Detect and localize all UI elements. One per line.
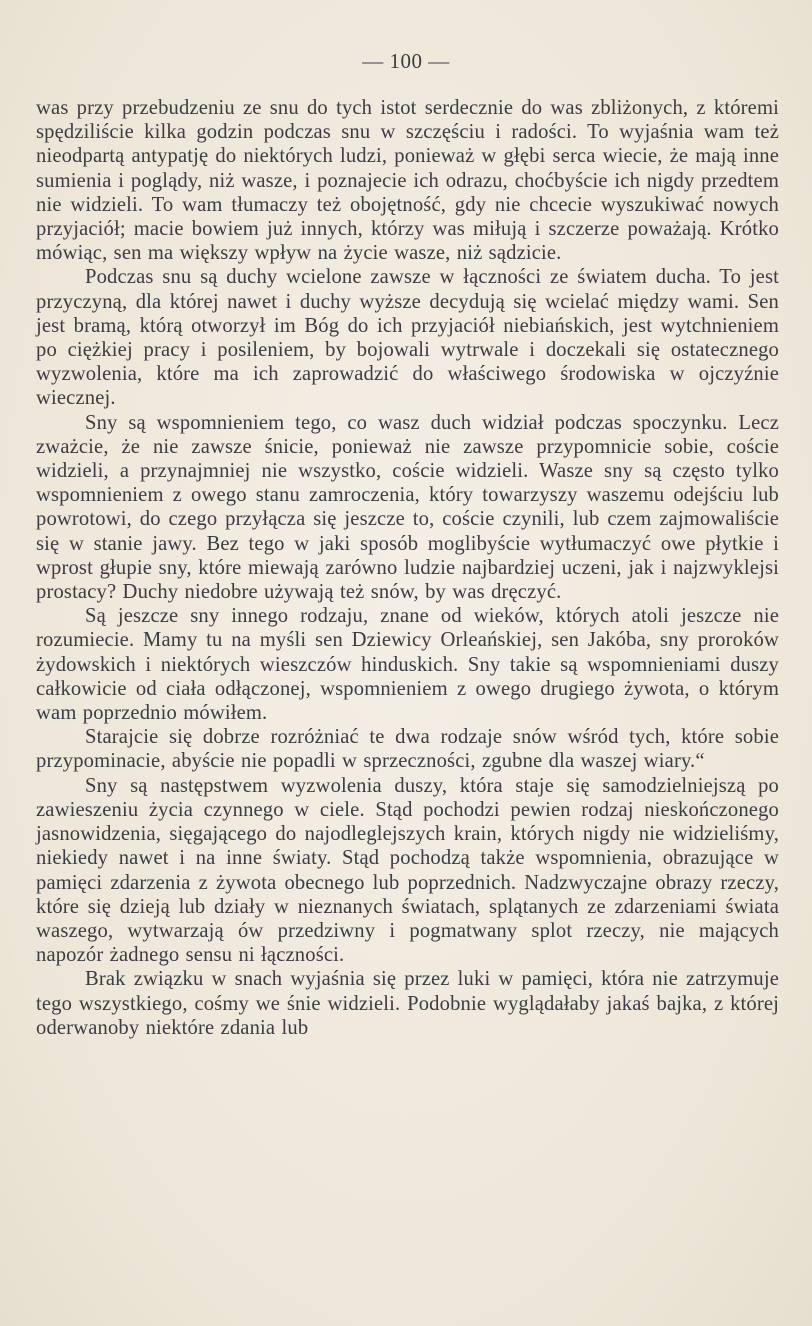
body-text — [36, 96, 779, 1040]
paragraph: Sny są wspomnieniem tego, co wasz duch widział podczas spoczynku. Lecz zważcie, że nie zawsze śnicie, ponieważ nie zawsze przypomnicie sobie, coście widzieli, a przynajmniej nie wszystko, coście widzieli. Wasze sny są często tylko wspomnieniem z owego stanu zamroczenia, który towarzyszy waszemu odejściu lub powrotowi, do czego przyłącza się jeszcze to, coście czynili, lub czem zajmowaliście się w stanie jawy. Bez tego w jaki sposób moglibyście wytłumaczyć owe płytkie i wprost głupie sny, które miewają zarówno ludzie najbardziej uczeni, jak i najzwyklejsi prostacy? Duchy niedobre używają też snów, by was dręczyć. — [36, 411, 779, 604]
paragraph: Sny są następstwem wyzwolenia duszy, która staje się samodzielniejszą po zawieszeniu życia czynnego w ciele. Stąd pochodzi pewien rodzaj nieskończonego jasnowidzenia, sięgającego do najodleglejszych krain, których nigdy nie widzieliśmy, niekiedy nawet i na inne światy. Stąd pochodzą także wspomnienia, obrazujące w pamięci zdarzenia z żywota obecnego lub poprzednich. Nadzwyczajne obrazy rzeczy, które się dzieją lub działy w nieznanych światach, splątanych ze zdarzeniami świata waszego, wytwarzają ów przedziwny i pogmatwany splot rzeczy, nie mających napozór żadnego sensu ni łączności. — [36, 774, 779, 967]
paragraph: Podczas snu są duchy wcielone zawsze w łączności ze światem ducha. To jest przyczyną, dla której nawet i duchy wyższe decydują się wcielać między wami. Sen jest bramą, którą otworzył im Bóg do ich przyjaciół niebiańskich, jest wytchnieniem po ciężkiej pracy i posileniem, by bojowali wytrwale i doczekali się ostatecznego wyzwolenia, które ma ich zaprowadzić do właściwego środowiska w ojczyźnie wiecznej. — [36, 266, 779, 410]
page-number-header: — 100 — — [362, 49, 450, 73]
paragraph: Starajcie się dobrze rozróżniać te dwa rodzaje snów wśród tych, które sobie przypominacie, abyście nie popadli w sprzeczności, zgubne dla waszej wiary.“ — [36, 726, 779, 773]
paragraph: Brak związku w snach wyjaśnia się przez luki w pamięci, która nie zatrzymuje tego wszystkiego, cośmy we śnie widzieli. Podobnie wyglądałaby jakaś bajka, z której oderwanoby niektóre zdania lub — [36, 968, 779, 1039]
paragraph: was przy przebudzeniu ze snu do tych istot serdecznie do was zbliżonych, z któremi spędziliście kilka godzin podczas snu w szczęściu i radości. To wyjaśnia wam też nieodpartą antypatję do niektórych ludzi, ponieważ w głębi serca wiecie, że mają inne sumienia i poglądy, niż wasze, i poznajecie ich odrazu, choćbyście ich nigdy przedtem nie widzieli. To wam tłumaczy też obojętność, gdy nie chcecie wyszukiwać nowych przyjaciół; macie bowiem już innych, którzy was miłują i szczerze poważają. Krótko mówiąc, sen ma większy wpływ na życie wasze, niż sądzicie. — [36, 97, 779, 265]
paragraph: Są jeszcze sny innego rodzaju, znane od wieków, których atoli jeszcze nie rozumiecie. Mamy tu na myśli sen Dziewicy Orleańskiej, sen Jakóba, sny proroków żydowskich i niektórych wieszczów hinduskich. Sny takie są wspomnieniami duszy całkowicie od ciała odłączonej, wspomnieniem z owego drugiego żywota, o którym wam poprzednio mówiłem. — [36, 605, 779, 725]
